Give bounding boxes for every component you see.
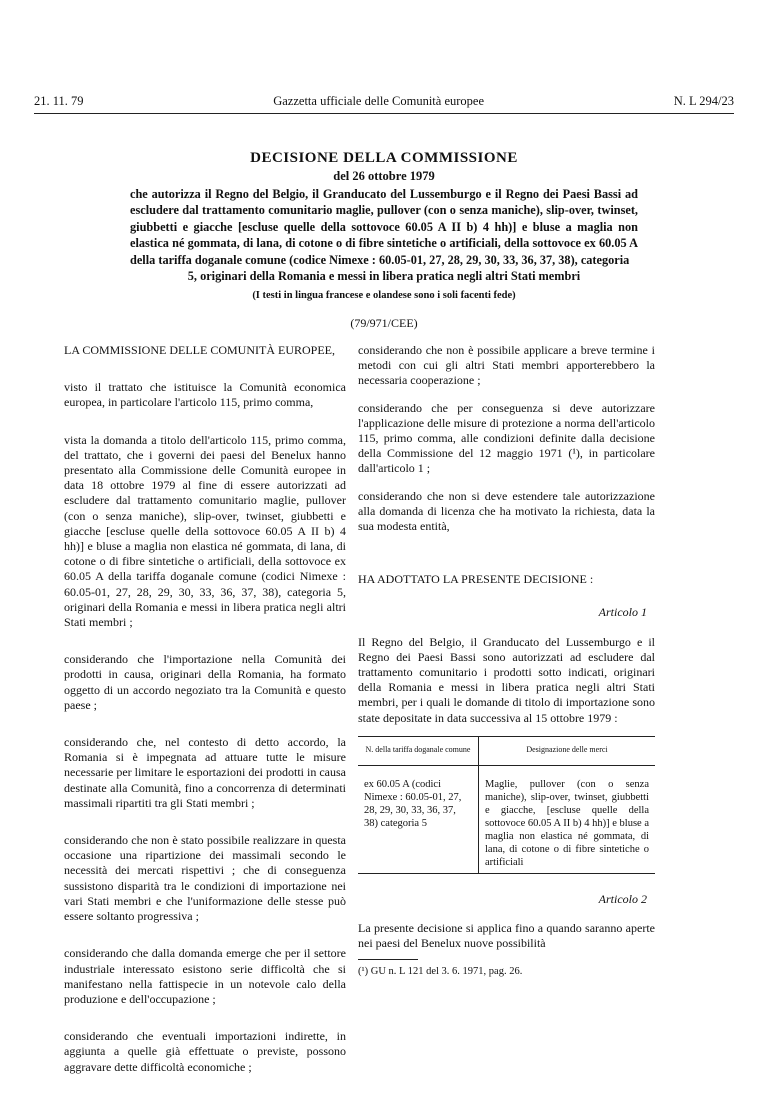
header-number: N. L 294/23 xyxy=(673,94,734,108)
left-paragraph: visto il trattato che istituisce la Comunità economica europea, in particolare l'articolo 115, primo comma, xyxy=(64,380,346,410)
decision-reference: (79/971/CEE) xyxy=(350,316,418,330)
left-paragraph: considerando che eventuali importazioni indirette, in aggiunta a quelle già effettuate o previste, possono aggravare dette difficoltà economiche ; xyxy=(64,1029,346,1074)
article-1-text: Il Regno del Belgio, il Granducato del Lussemburgo e il Regno dei Paesi Bassi sono autorizzati ad escludere dal trattamento comunitario i prodotti sotto indicati, originari della Romania e messi in libera pratica negli altri Stati membri, per i quali le domande di titolo di importazione sono state depositate in data successiva al 15 ottobre 1979 : xyxy=(358,634,655,725)
header-journal: Gazzetta ufficiale delle Comunità europee xyxy=(273,94,485,108)
left-paragraph: LA COMMISSIONE DELLE COMUNITÀ EUROPEE, xyxy=(64,343,335,357)
left-paragraph: considerando che non è stato possibile realizzare in questa occasione una ripartizione dei massimali secondo le necessità dei mercati rispettivi ; che di conseguenza sussistono disparità tra le condizioni di importazione nei vari Stati membri e che l'uniformazione delle stesse può essere soltanto progressiva ; xyxy=(64,833,346,924)
table-header-goods: Designazione delle merci xyxy=(479,736,656,765)
footnote-rule xyxy=(358,959,418,960)
footnote: (¹) GU n. L 121 del 3. 6. 1971, pag. 26. xyxy=(358,966,523,978)
table-header-tariff: N. della tariffa doganale comune xyxy=(358,736,479,765)
article-1-heading: Articolo 1 xyxy=(598,605,647,620)
table-header-row xyxy=(358,736,655,765)
left-paragraph: considerando che dalla domanda emerge che per il settore industriale interessato esistono serie difficoltà che si manifestano nella fattispecie in un notevole calo della produzione e dell'occupazione ; xyxy=(64,946,346,1006)
table-row xyxy=(358,765,655,873)
decision-subject xyxy=(130,186,638,284)
goods-table xyxy=(358,736,655,874)
article-2-heading: Articolo 2 xyxy=(598,891,647,906)
right-paragraph: considerando che per conseguenza si deve autorizzare l'applicazione delle misure di protezione a norma dell'articolo 115, primo comma, alle condizioni definite dalla decisione della Commissione del 12 maggio 1971 (¹), in particolare dall'articolo 1 ; xyxy=(358,400,655,476)
right-paragraph: considerando che non è possibile applicare a breve termine i metodi con cui gli altri Stati membri apporterebbero la necessaria cooperazione ; xyxy=(358,343,655,388)
left-paragraph: considerando che l'importazione nella Comunità dei prodotti in causa, originari della Romania, ha formato oggetto di un accordo negoziato tra la Comunità e questo paese ; xyxy=(64,652,346,712)
languages-note: (I testi in lingua francese e olandese sono i soli facenti fede) xyxy=(252,290,516,301)
decision-title: DECISIONE DELLA COMMISSIONE xyxy=(250,150,518,166)
left-paragraph: considerando che, nel contesto di detto accordo, la Romania si è impegnata ad attuare tutte le misure necessarie per limitare le esportazioni dei prodotti in causa destinate alla Comunità, fino a concorrenza di determinati massimali ripartiti tra gli Stati membri ; xyxy=(64,735,346,810)
left-paragraph: vista la domanda a titolo dell'articolo 115, primo comma, del trattato, che i governi dei paesi del Benelux hanno presentato alla Commissione delle Comunità europee in data 18 ottobre 1979 al fine di essere autorizzati ad escludere dal trattamento comunitario maglie, pullover (con o senza maniche), slip-over, twinset, giubbetti e giacche [escluse quelle della sottovoce 60.05 A II b) 4 hh)] e bluse a maglia non elastica né gommata, di lana, di cotone o di fibre sintetiche o artificiali, della sottovoce ex 60.05 A della tariffa doganale comune (codici Nimexe : 60.05-01, 27, 28, 29, 30, 33, 36, 37, 38), categoria 5, originari della Romania e messi in libera pratica negli altri Stati membri ; xyxy=(64,432,346,630)
page-header xyxy=(34,94,734,109)
table-cell-code: ex 60.05 A (codici Nimexe : 60.05-01, 27, 28, 29, 30, 33, 36, 37, 38) categoria 5 xyxy=(358,765,479,873)
table-cell-description: Maglie, pullover (con o senza maniche), slip-over, twinset, giubbetti e giacche, [escluse quelle della sottovoce 60.05 A II b) 4 hh)] e bluse a maglia non elastica né gommata, di lana, di cotone o di fibre sintetiche o artificiali xyxy=(479,765,656,873)
subject-line: che autorizza il Regno del Belgio, il Granducato del Lussemburgo e il Regno dei Paesi Bassi ad escludere dal trattamento comunitario maglie, pullover (con o senza maniche), slip-over, twinset, giubbetti e giacche [escluse quelle della sottovoce 60.05 A II b) 4 hh)] e bluse a maglia non elastica né gommata, di lana, di cotone o di fibre sintetiche o artificiali, della sottovoce ex 60.05 A della tariffa doganale comune (codice Nimexe : 60.05-01, 27, 28, 29, 30, 33, 36, 37, 38), categoria xyxy=(130,187,638,267)
left-column xyxy=(64,343,346,1097)
header-date: 21. 11. 79 xyxy=(34,94,84,108)
decision-date: del 26 ottobre 1979 xyxy=(333,169,435,183)
right-paragraph: considerando che non si deve estendere tale autorizzazione alla domanda di licenza che ha motivato la richiesta, data la sua modesta entità, xyxy=(358,488,655,534)
adopted-heading: HA ADOTTATO LA PRESENTE DECISIONE : xyxy=(358,572,594,587)
subject-line: 5, originari della Romania e messi in libera pratica negli altri Stati membri xyxy=(187,269,581,284)
right-column xyxy=(358,343,655,980)
header-rule xyxy=(34,113,734,114)
article-2-text: La presente decisione si applica fino a quando saranno aperte nei paesi del Benelux nuove possibilità xyxy=(358,921,655,951)
